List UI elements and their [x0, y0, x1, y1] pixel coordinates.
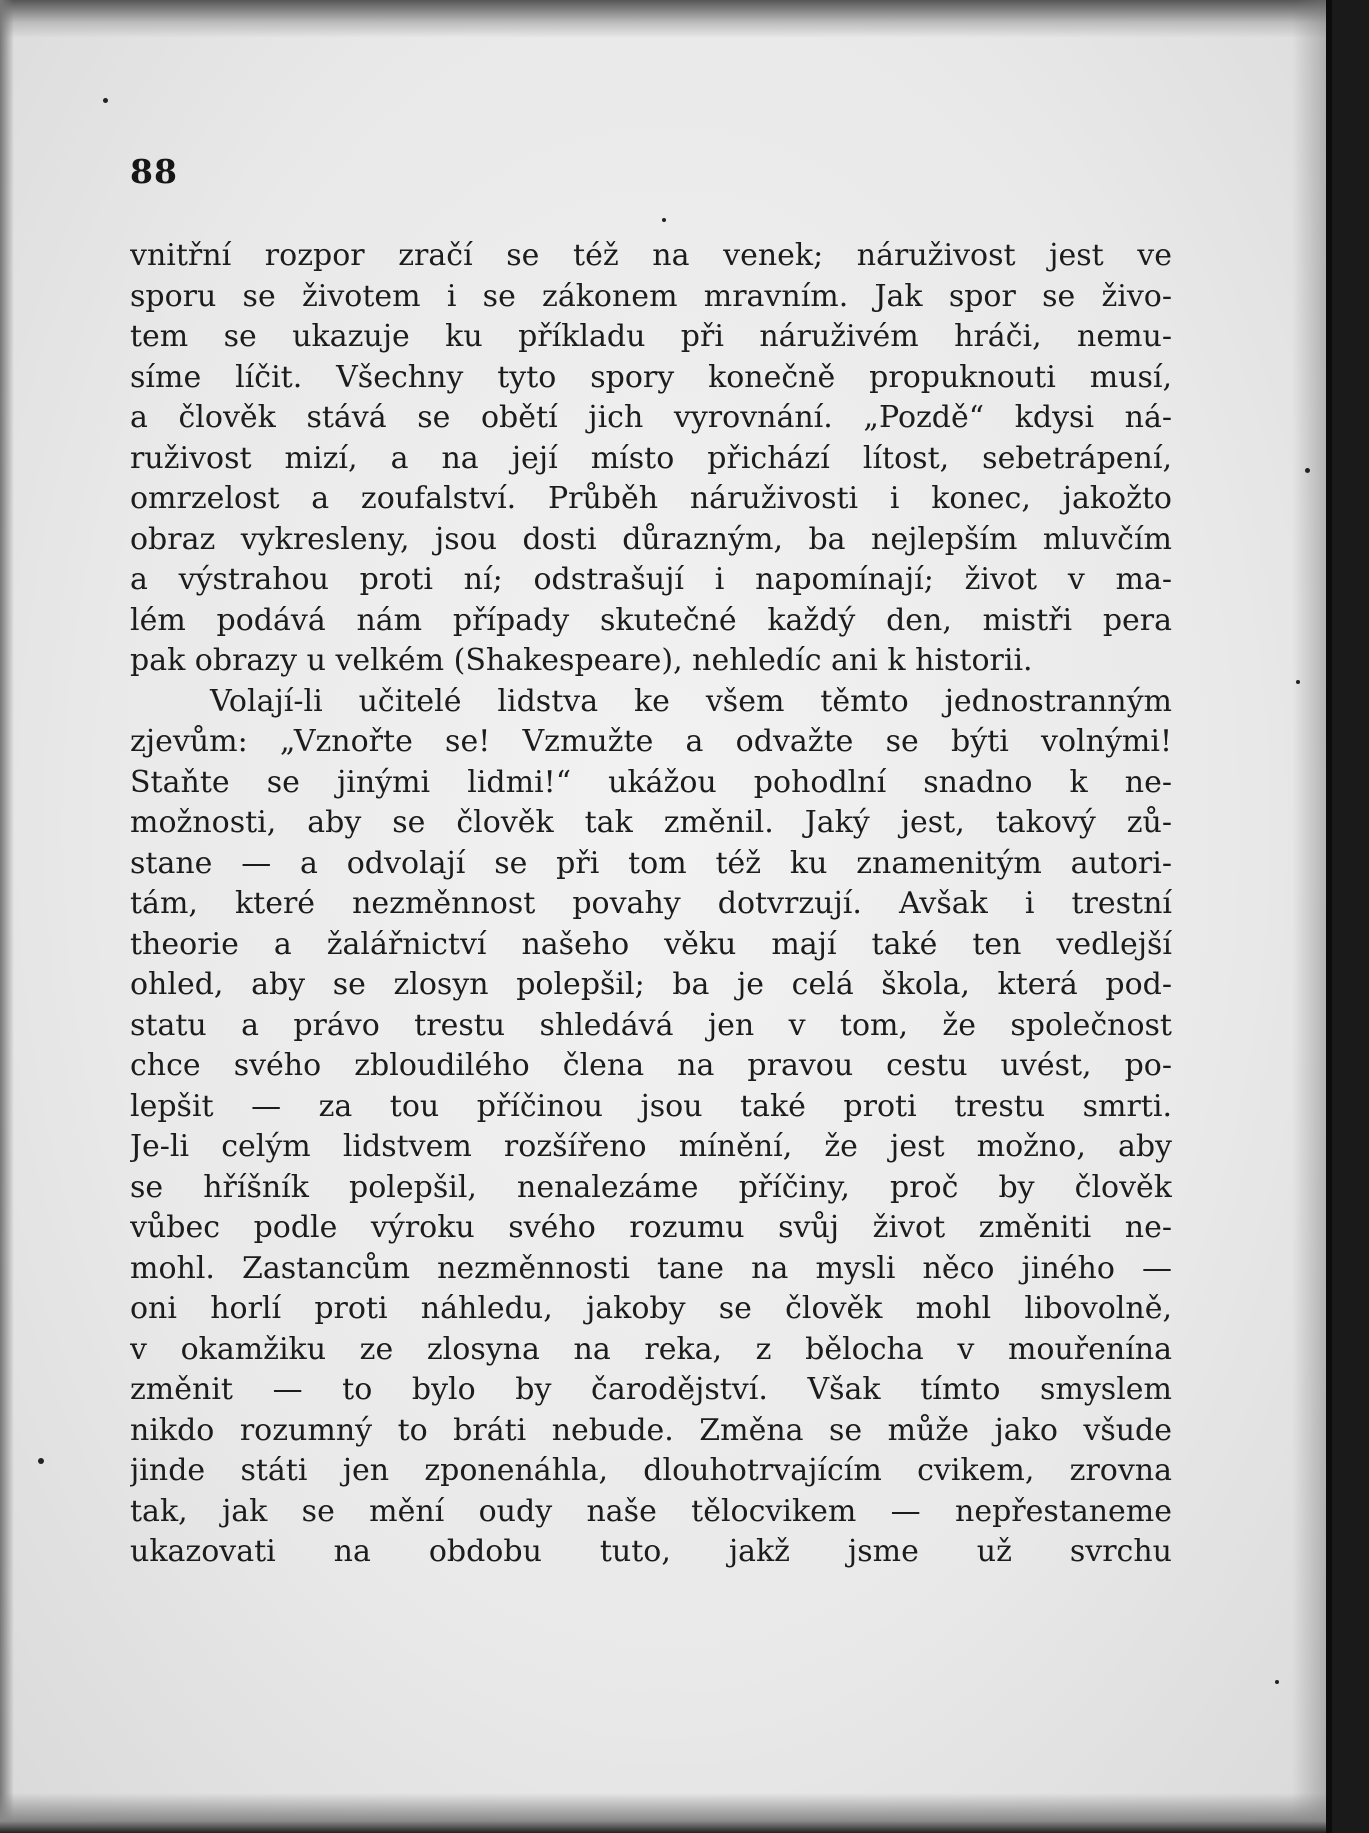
page-left-edge-shadow — [0, 0, 14, 1833]
text-line: vůbec podle výroku svého rozumu svůj život změniti ne- — [130, 1210, 1172, 1245]
book-spine-edge — [1326, 0, 1332, 1833]
text-line: mohl. Zastancům nezměnnosti tane na mysli něco jiného — — [130, 1250, 1172, 1286]
text-line: lém podává nám případy skutečné každý den, mistři pera — [130, 602, 1172, 638]
body-text — [130, 236, 1172, 1573]
text-line: tám, které nezměnnost povahy dotvrzují. Avšak i trestní — [130, 886, 1172, 921]
text-line: obraz vykresleny, jsou dosti důrazným, ba nejlepším mluvčím — [130, 521, 1172, 557]
text-line: lepšit — za tou příčinou jsou také proti trestu smrti. — [130, 1088, 1172, 1124]
text-line: síme líčit. Všechny tyto spory konečně propuknouti musí, — [130, 359, 1172, 395]
text-line: možnosti, aby se člověk tak změnil. Jaký jest, takový zů- — [130, 805, 1172, 840]
text-line: omrzelost a zoufalství. Průběh náruživosti i konec, jakožto — [130, 481, 1172, 516]
text-line: nikdo rozumný to bráti nebude. Změna se může jako všude — [130, 1412, 1172, 1448]
text-line: Volají-li učitelé lidstva ke všem těmto jednostranným — [210, 683, 1172, 719]
text-line: tem se ukazuje ku příkladu při náruživém hráči, nemu- — [130, 319, 1172, 354]
print-speck — [1275, 1680, 1279, 1684]
text-line: zjevům: „Vznořte se! Vzmužte a odvažte se býti volnými! — [130, 724, 1172, 759]
text-line: Je-li celým lidstvem rozšířeno mínění, že jest možno, aby — [130, 1129, 1172, 1164]
print-speck — [662, 218, 666, 222]
text-line: změnit — to bylo by čarodějství. Však tímto smyslem — [130, 1372, 1172, 1407]
text-line: oni horlí proti náhledu, jakoby se člověk mohl libovolně, — [130, 1291, 1172, 1326]
text-line: jinde státi jen zponenáhla, dlouhotrvajícím cvikem, zrovna — [130, 1453, 1172, 1488]
print-speck — [1305, 468, 1310, 473]
text-line: stane — a odvolají se při tom též ku znamenitým autori- — [130, 845, 1172, 881]
text-line: chce svého zbloudilého člena na pravou cestu uvést, po- — [130, 1048, 1172, 1083]
spine-shadow — [1292, 0, 1326, 1833]
text-line: se hříšník polepšil, nenalezáme příčiny, proč by člověk — [130, 1169, 1172, 1205]
text-line: vnitřní rozpor zračí se též na venek; náruživost jest ve — [130, 238, 1172, 273]
page-number: 88 — [130, 152, 178, 191]
print-speck — [1296, 680, 1300, 684]
text-line: pak obrazy u velkém (Shakespeare), nehledíc ani k historii. — [130, 643, 1033, 678]
text-line: ukazovati na obdobu tuto, jakž jsme už svrchu — [130, 1534, 1172, 1569]
text-line: a člověk stává se obětí jich vyrovnání. „Pozdě“ kdysi ná- — [130, 400, 1172, 435]
print-speck — [38, 1458, 44, 1464]
text-line: Staňte se jinými lidmi!“ ukážou pohodlní snadno k ne- — [130, 764, 1172, 800]
text-line: sporu se životem i se zákonem mravním. Jak spor se živo- — [130, 278, 1172, 314]
text-line: ruživost mizí, a na její místo přichází lítost, sebetrápení, — [130, 440, 1172, 476]
text-line: theorie a žalářnictví našeho věku mají také ten vedlejší — [130, 926, 1172, 962]
text-line: tak, jak se mění oudy naše tělocvikem — nepřestaneme — [130, 1493, 1172, 1529]
text-line: a výstrahou proti ní; odstrašují i napomínají; život v ma- — [130, 562, 1172, 597]
text-line: v okamžiku ze zlosyna na reka, z bělocha v mouřenína — [130, 1331, 1172, 1367]
text-line: statu a právo trestu shledává jen v tom, že společnost — [130, 1007, 1172, 1043]
text-line: ohled, aby se zlosyn polepšil; ba je celá škola, která pod- — [130, 967, 1172, 1002]
print-speck — [103, 98, 108, 103]
